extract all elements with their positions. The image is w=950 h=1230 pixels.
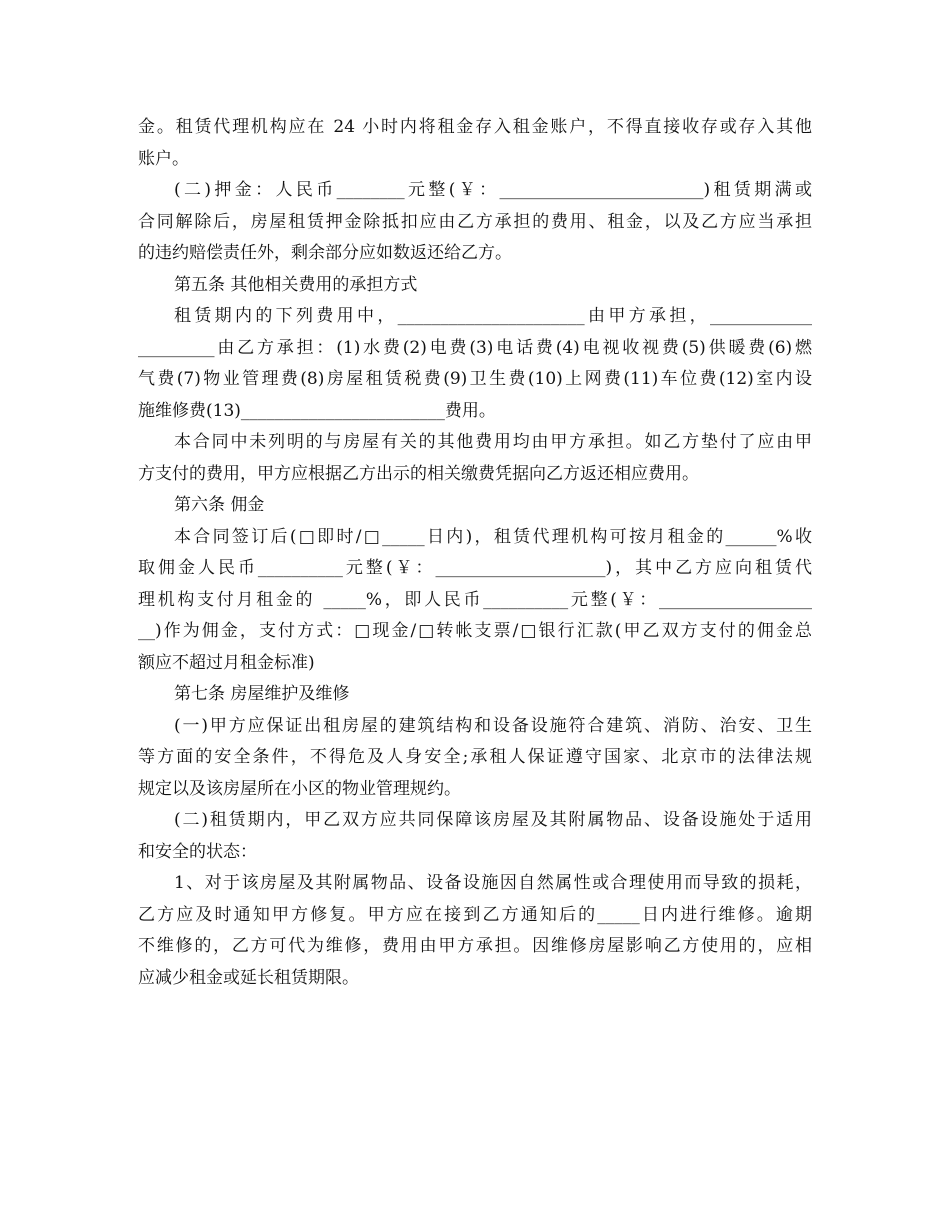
contract-text-line: 和安全的状态： xyxy=(138,841,257,862)
contract-text-line: 本合同签订后(□即时/□_____日内)，租赁代理机构可按月租金的______%收 xyxy=(174,526,812,547)
contract-text-line: 的违约赔偿责任外，剩余部分应如数返还给乙方。 xyxy=(138,243,512,263)
contract-text-line: 第六条 佣金 xyxy=(174,495,265,515)
contract-text-line: 本合同中未列明的与房屋有关的其他费用均由甲方承担。如乙方垫付了应由甲 xyxy=(174,432,812,452)
contract-text-line: (一)甲方应保证出租房屋的建筑结构和设备设施符合建筑、消防、治安、卫生 xyxy=(174,715,812,736)
contract-text-line: 乙方应及时通知甲方修复。甲方应在接到乙方通知后的_____日内进行维修。逾期 xyxy=(138,904,812,925)
contract-text-line: 取佣金人民币__________元整(￥：____________________)，其中乙方应向租赁代 xyxy=(138,558,812,578)
contract-text-line: 方支付的费用，甲方应根据乙方出示的相关缴费凭据向乙方返还相应费用。 xyxy=(138,463,699,484)
contract-text-line: 施维修费(13)________________________费用。 xyxy=(138,400,496,421)
contract-body xyxy=(138,112,812,994)
contract-text-line: 合同解除后，房屋租赁押金除抵扣应由乙方承担的费用、租金，以及乙方应当承担 xyxy=(138,211,812,232)
contract-text-line: __)作为佣金，支付方式：□现金/□转帐支票/□银行汇款(甲乙双方支付的佣金总 xyxy=(138,621,812,641)
contract-text-line: 应减少租金或延长租赁期限。 xyxy=(138,967,359,988)
contract-text-line: 额应不超过月租金标准) xyxy=(138,652,315,673)
contract-text-line: 第五条 其他相关费用的承担方式 xyxy=(174,274,418,295)
contract-text-line: (二)租赁期内，甲乙双方应共同保障该房屋及其附属物品、设备设施处于适用 xyxy=(174,810,812,830)
contract-text-line: 账户。 xyxy=(138,148,189,169)
contract-text-line: 规定以及该房屋所在小区的物业管理规约。 xyxy=(138,778,461,799)
contract-text-line: 1、对于该房屋及其附属物品、设备设施因自然属性或合理使用而导致的损耗， xyxy=(174,873,812,893)
contract-text-line: _________由乙方承担：(1)水费(2)电费(3)电话费(4)电视收视费(5)供暖费(6)燃 xyxy=(138,337,812,358)
contract-text-line: 第七条 房屋维护及维修 xyxy=(174,684,350,704)
contract-page xyxy=(138,112,812,994)
contract-text-line: 不维修的，乙方可代为维修，费用由甲方承担。因维修房屋影响乙方使用的，应相 xyxy=(138,936,812,956)
contract-text-line: 理机构支付月租金的 _____%，即人民币__________元整(￥：__________________ xyxy=(138,589,812,610)
contract-text-line: 租赁期内的下列费用中，______________________由甲方承担，____________ xyxy=(174,306,812,326)
contract-text-line: 金。租赁代理机构应在 24 小时内将租金存入租金账户，不得直接收存或存入其他 xyxy=(138,117,812,137)
contract-text-line: 气费(7)物业管理费(8)房屋租赁税费(9)卫生费(10)上网费(11)车位费(12)室内设 xyxy=(138,369,812,389)
contract-text-line: 等方面的安全条件，不得危及人身安全;承租人保证遵守国家、北京市的法律法规 xyxy=(138,747,812,767)
contract-text-line: (二)押金：人民币________元整(￥：________________________)租赁期满或 xyxy=(174,180,812,200)
